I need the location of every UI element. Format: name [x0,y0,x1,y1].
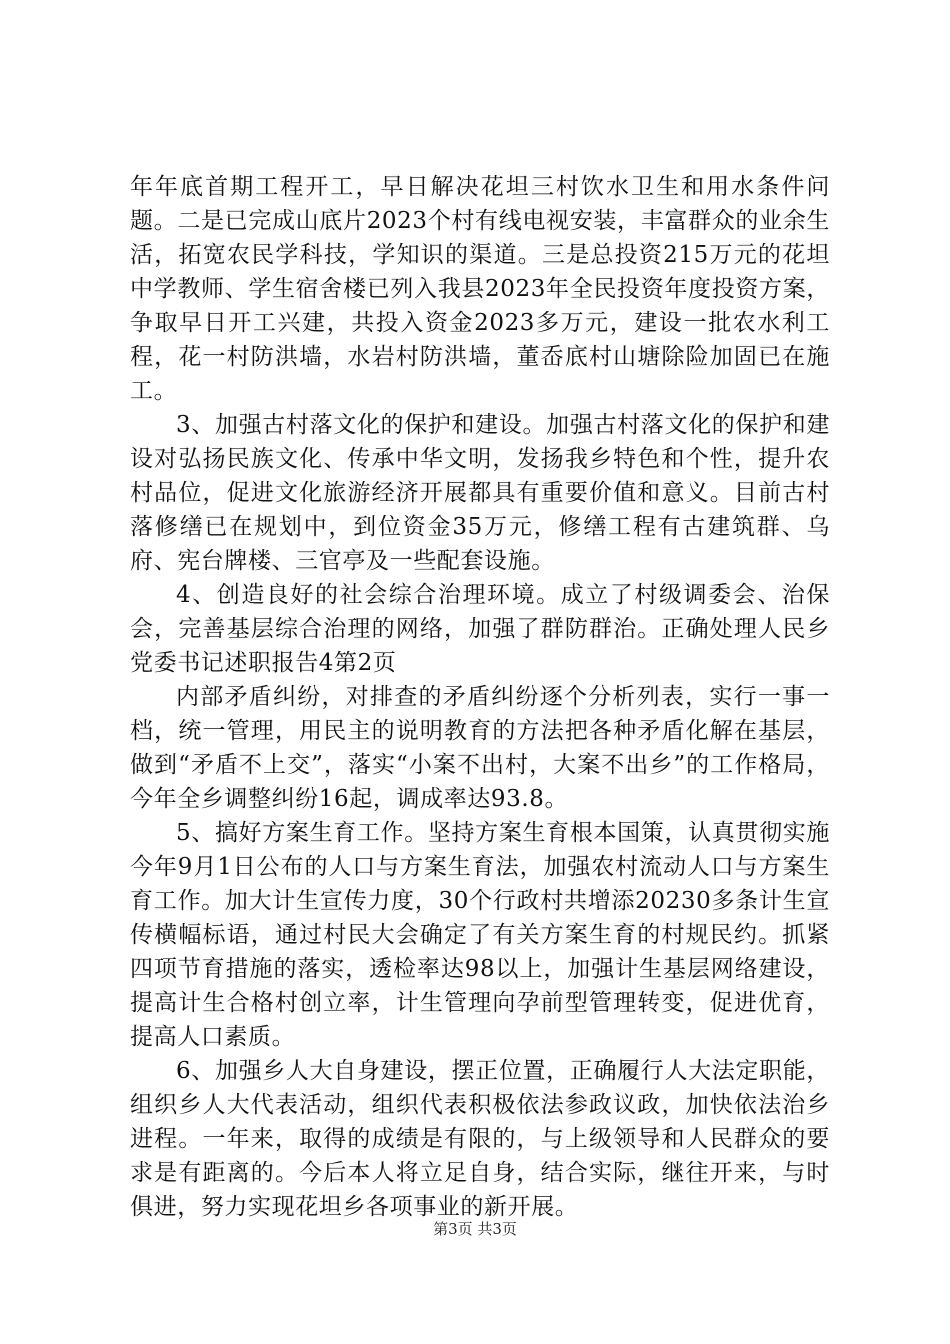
paragraph-3: 4、创造良好的社会综合治理环境。成立了村级调委会、治保会，完善基层综合治理的网络，加强了群防群治。正确处理人民乡党委书记述职报告4第2页 [130,582,830,676]
document-body [130,170,830,1224]
paragraph-6: 6、加强乡人大自身建设，摆正位置，正确履行人大法定职能，组织乡人大代表活动，组织代表积极依法参政议政，加快依法治乡进程。一年来，取得的成绩是有限的，与上级领导和人民群众的要求是有距离的。今后本人将立足自身，结合实际，继往开来，与时俱进，努力实现花坦乡各项事业的新开展。 [130,1058,830,1220]
page-footer: 第3页 共3页 [433,1220,517,1238]
paragraph-4: 内部矛盾纠纷，对排查的矛盾纠纷逐个分析列表，实行一事一档，统一管理，用民主的说明教育的方法把各种矛盾化解在基层，做到“矛盾不上交”，落实“小案不出村，大案不出乡”的工作格局，今年全乡调整纠纷16起，调成率达93.8。 [130,684,830,812]
paragraph-5: 5、搞好方案生育工作。坚持方案生育根本国策，认真贯彻实施今年9月1日公布的人口与方案生育法，加强农村流动人口与方案生育工作。加大计生宣传力度，30个行政村共增添20230多条计生宣传横幅标语，通过村民大会确定了有关方案生育的村规民约。抓紧四项节育措施的落实，透检率达98以上，加强计生基层网络建设，提高计生合格村创立率，计生管理向孕前型管理转变，促进优育，提高人口素质。 [130,820,830,1050]
paragraph-1: 年年底首期工程开工，早日解决花坦三村饮水卫生和用水条件问题。二是已完成山底片2023个村有线电视安装，丰富群众的业余生活，拓宽农民学科技，学知识的渠道。三是总投资215万元的花坦中学教师、学生宿舍楼已列入我县2023年全民投资年度投资方案，争取早日开工兴建，共投入资金2023多万元，建设一批农水利工程，花一村防洪墙，水岩村防洪墙，董岙底村山塘除险加固已在施工。 [130,174,830,404]
paragraph-2: 3、加强古村落文化的保护和建设。加强古村落文化的保护和建设对弘扬民族文化、传承中华文明，发扬我乡特色和个性，提升农村品位，促进文化旅游经济开展都具有重要价值和意义。目前古村落修缮已在规划中，到位资金35万元，修缮工程有古建筑群、乌府、宪台牌楼、三官亭及一些配套设施。 [130,412,830,574]
